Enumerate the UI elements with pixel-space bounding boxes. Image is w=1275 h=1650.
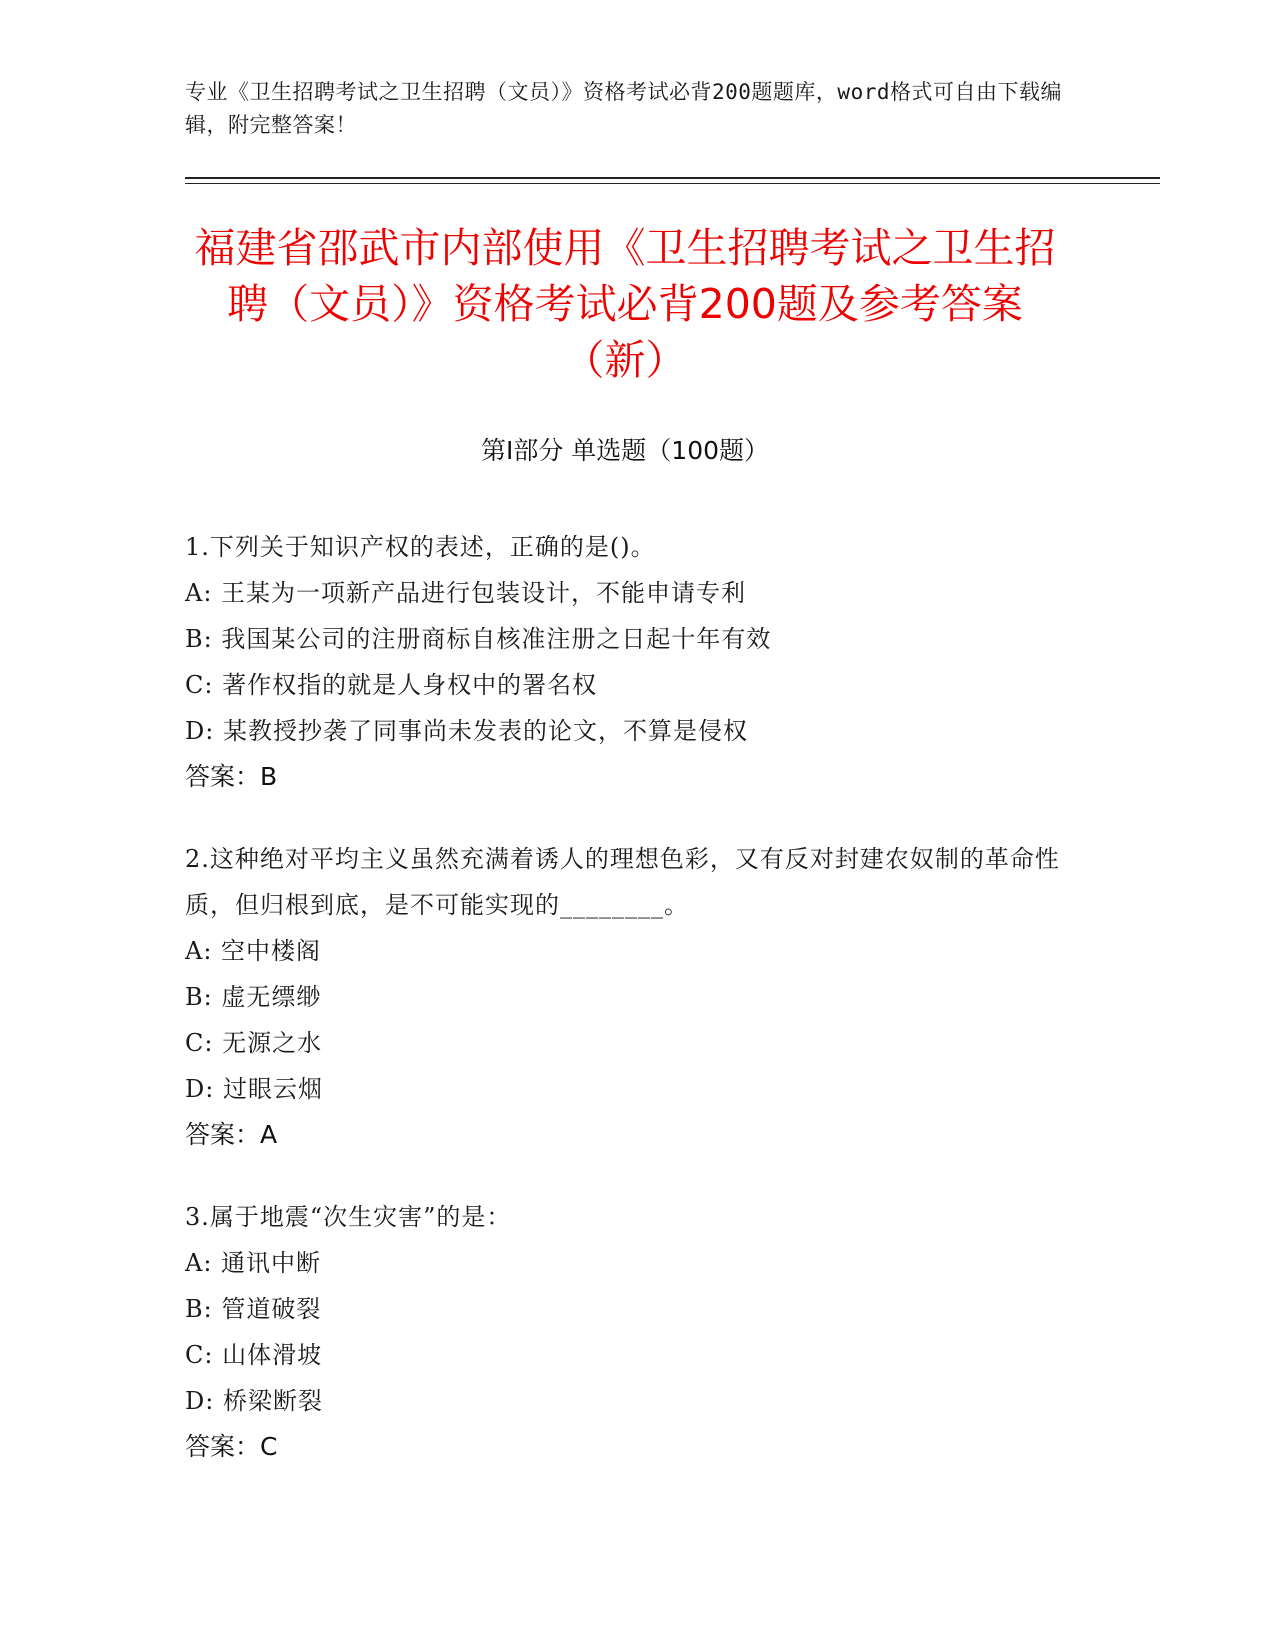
question-stem: 2.这种绝对平均主义虽然充满着诱人的理想色彩，又有反对封建农奴制的革命性质，但归根到底，是不可能实现的________。 xyxy=(185,845,1060,919)
question-item xyxy=(185,1194,1065,1470)
option-a: A: 通讯中断 xyxy=(185,1249,322,1277)
answer-label: 答案：B xyxy=(185,762,278,791)
option-b: B: 管道破裂 xyxy=(185,1295,322,1323)
option-b: B: 虚无缥缈 xyxy=(185,983,322,1011)
answer-label: 答案：A xyxy=(185,1120,278,1149)
option-c: C: 著作权指的就是人身权中的署名权 xyxy=(185,671,598,699)
question-stem: 3.属于地震“次生灾害”的是： xyxy=(185,1203,512,1231)
option-a: A: 空中楼阁 xyxy=(185,937,322,965)
document-title: 福建省邵武市内部使用《卫生招聘考试之卫生招聘（文员）》资格考试必背200题及参考答案（新） xyxy=(194,224,1056,384)
header-divider-thick xyxy=(185,177,1160,179)
question-list xyxy=(185,524,1065,1506)
option-c: C: 无源之水 xyxy=(185,1029,323,1057)
option-d: D: 某教授抄袭了同事尚未发表的论文，不算是侵权 xyxy=(185,717,748,745)
option-d: D: 桥梁断裂 xyxy=(185,1387,323,1415)
option-c: C: 山体滑坡 xyxy=(185,1341,323,1369)
question-item xyxy=(185,836,1065,1158)
question-stem: 1.下列关于知识产权的表述，正确的是()。 xyxy=(185,533,656,561)
header-divider-thin xyxy=(185,183,1160,184)
option-d: D: 过眼云烟 xyxy=(185,1075,323,1103)
answer-label: 答案：C xyxy=(185,1432,278,1461)
option-a: A: 王某为一项新产品进行包装设计，不能申请专利 xyxy=(185,579,747,607)
section-heading: 第Ⅰ部分 单选题（100题） xyxy=(480,436,770,465)
option-b: B: 我国某公司的注册商标自核准注册之日起十年有效 xyxy=(185,625,772,653)
header-note: 专业《卫生招聘考试之卫生招聘（文员）》资格考试必背200题题库，word格式可自由下载编辑，附完整答案！ xyxy=(185,80,1062,137)
question-item xyxy=(185,524,1065,800)
